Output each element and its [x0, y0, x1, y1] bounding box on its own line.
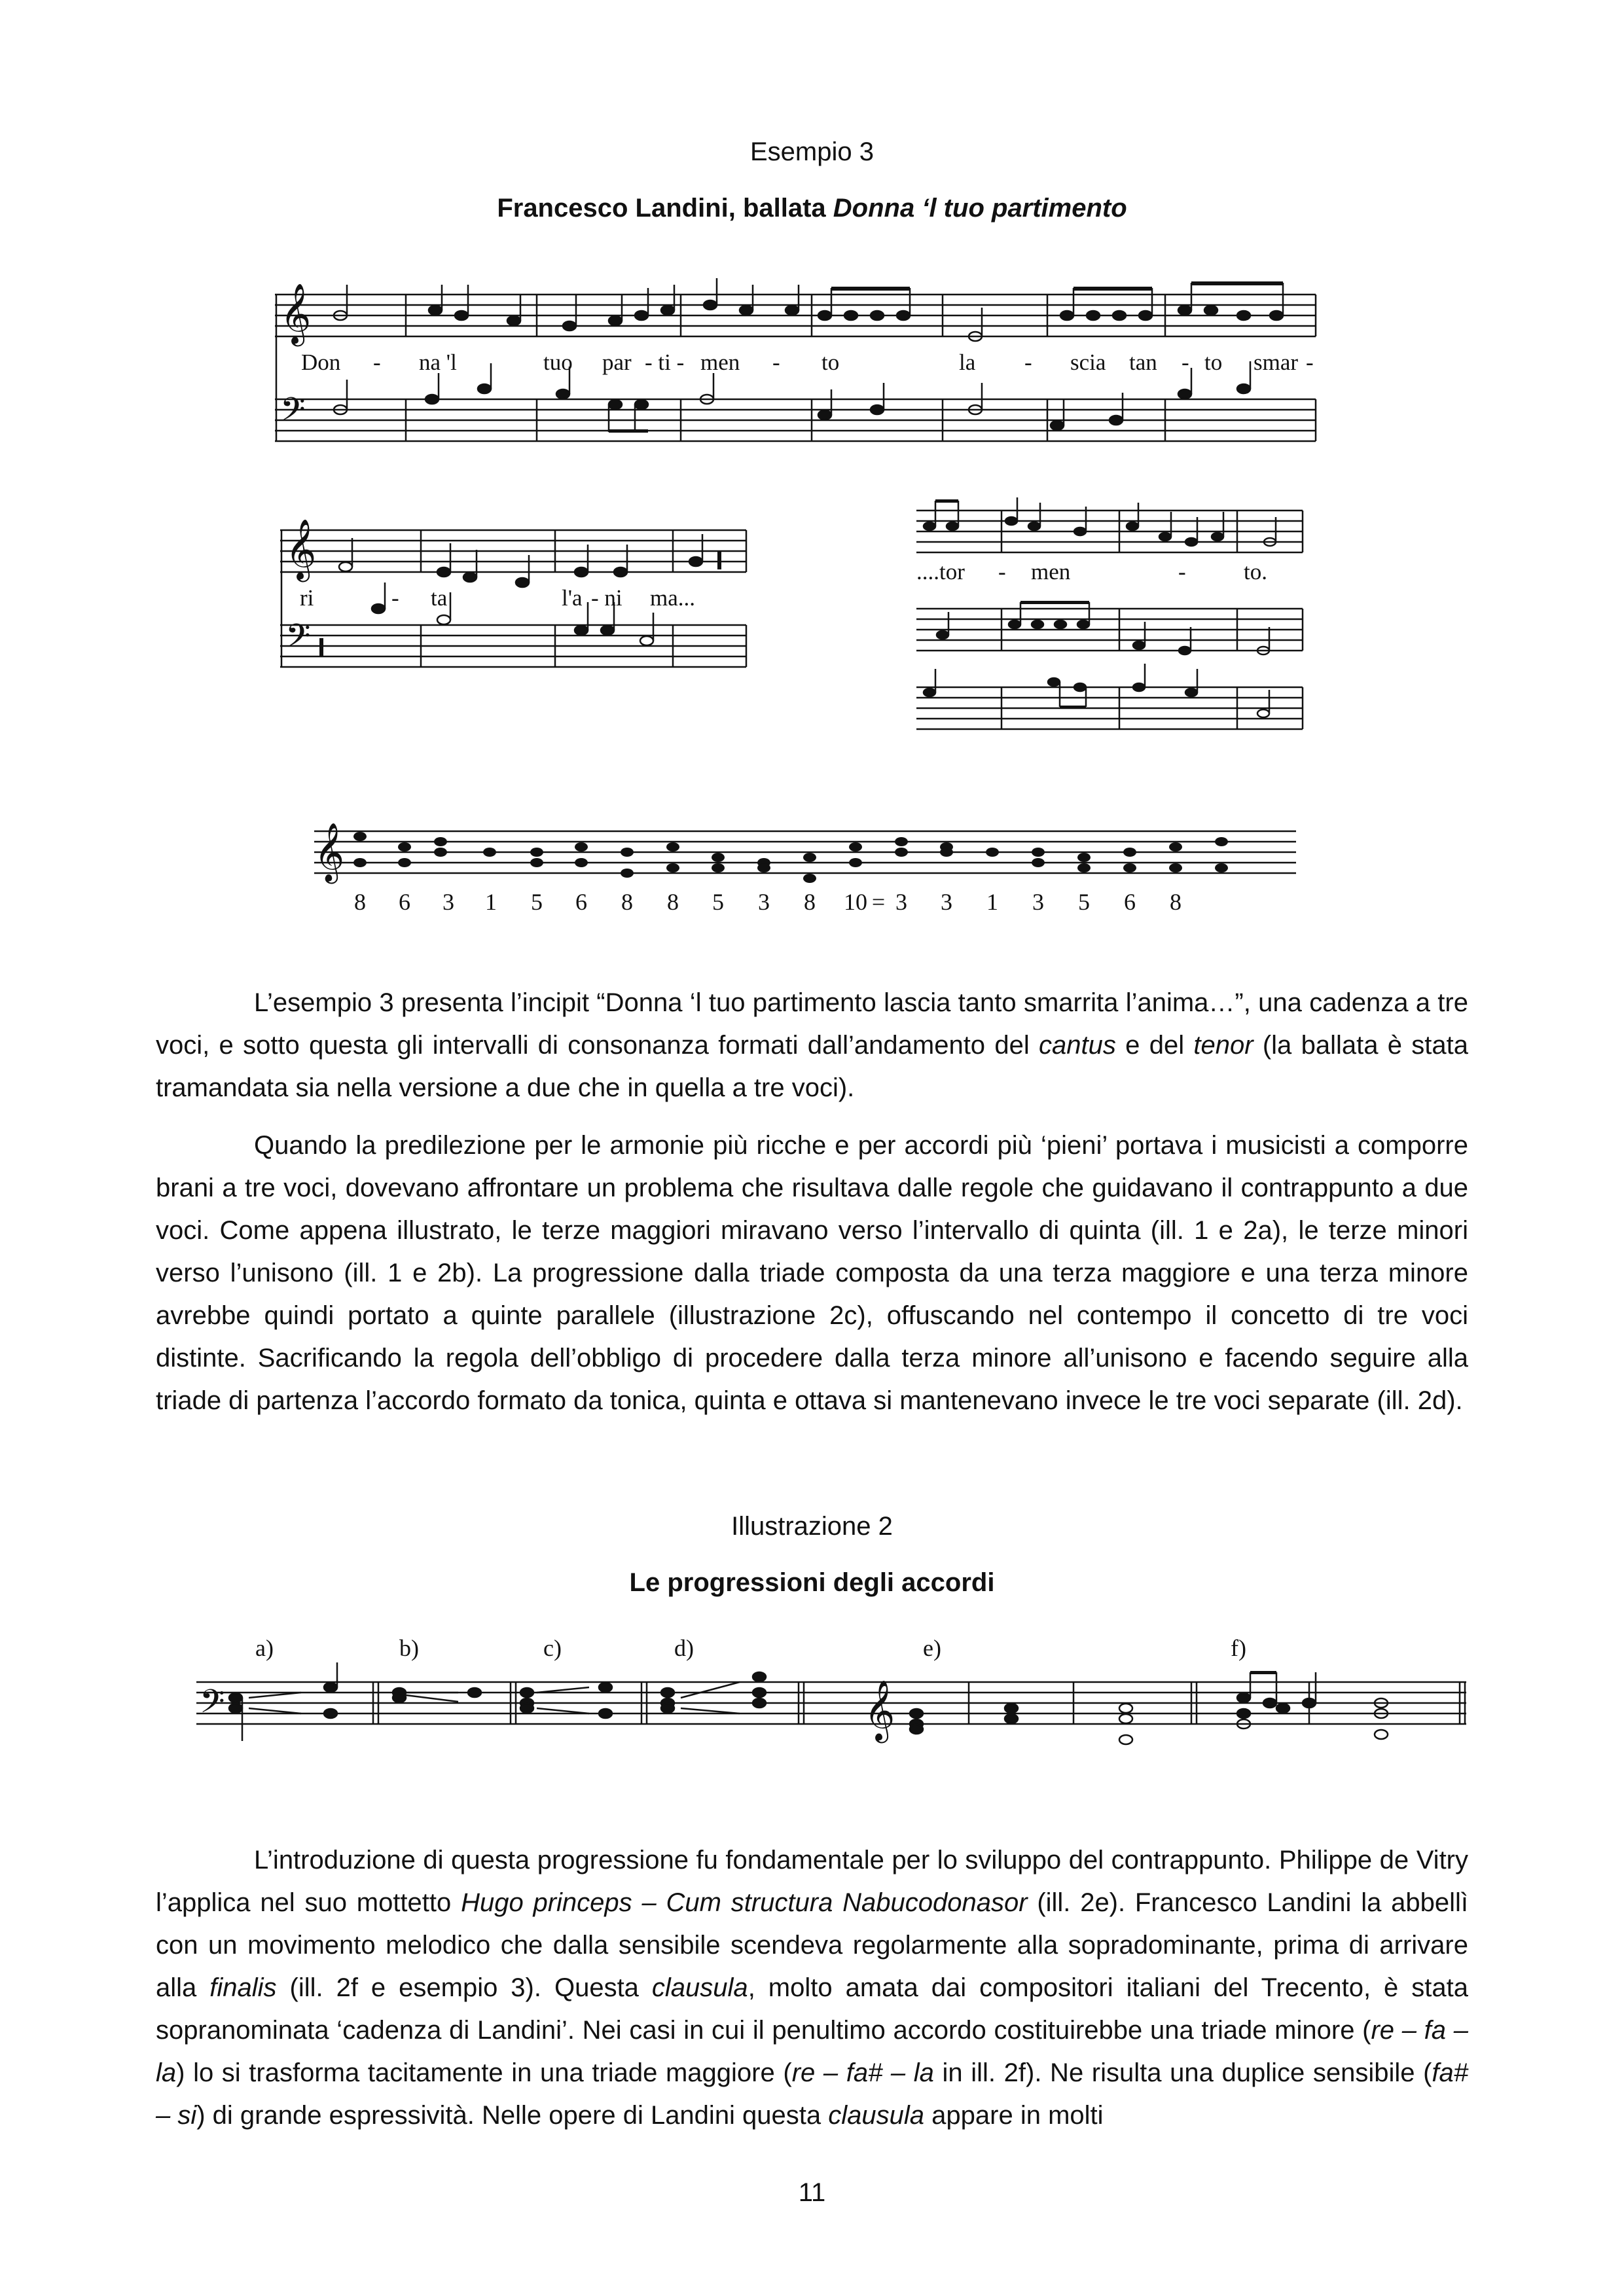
section-label: f)	[1231, 1636, 1246, 1661]
lyric: par	[602, 350, 632, 375]
lyric: -	[391, 585, 399, 611]
text-run-italic: Hugo princeps – Cum structura Nabucodonasor	[461, 1888, 1028, 1917]
text-run-italic: cantus	[1039, 1031, 1116, 1060]
lyric: ma...	[650, 585, 696, 611]
illustration-label: Illustrazione 2	[731, 1512, 893, 1541]
lyric: -	[772, 350, 780, 375]
section-label: b)	[399, 1636, 419, 1661]
lyric: men	[1031, 559, 1071, 584]
score-system-2	[280, 504, 751, 687]
lyric: to	[821, 350, 840, 375]
bass-clef-icon: 𝄢	[285, 617, 311, 663]
bass-clef-icon: 𝄢	[200, 1683, 225, 1729]
interval-number: =	[871, 889, 886, 915]
example-title-prefix: Francesco Landini, ballata	[497, 194, 833, 223]
lyric: na 'l	[419, 350, 457, 375]
section-label: e)	[923, 1636, 941, 1661]
lyric: -	[1306, 350, 1314, 375]
lyric: - ti -	[645, 350, 685, 375]
lyric: -	[1178, 559, 1186, 584]
chord-progressions-score	[196, 1636, 1479, 1787]
text-run: (la ballata è stata tramandata sia nella versione a due che in quella a tre voci).	[156, 1031, 1468, 1102]
text-run: in ill. 2f). Ne risulta una duplice sensibile (	[933, 2058, 1432, 2087]
interval-number: 3	[758, 889, 770, 915]
treble-clef-icon: 𝄞	[285, 518, 317, 579]
paragraph-3	[156, 1839, 1468, 2137]
lyric: scia	[1070, 350, 1106, 375]
interval-number: 8	[804, 889, 816, 915]
section-label: a)	[255, 1636, 274, 1661]
text-run: (ill. 2f e esempio 3). Questa	[276, 1973, 652, 2002]
lyric: to	[1204, 350, 1223, 375]
interval-number: 3	[941, 889, 952, 915]
text-run-italic: fa# – si	[156, 2058, 1469, 2130]
text-run-italic: tenor	[1193, 1031, 1254, 1060]
lyric: -	[1182, 350, 1189, 375]
lyric: - ni	[591, 585, 623, 611]
text-run-italic: re – fa# – la	[791, 2058, 934, 2087]
interval-number: 3	[1032, 889, 1044, 915]
interval-number: 6	[575, 889, 587, 915]
text-run: e del	[1115, 1031, 1194, 1060]
lyric: ri	[300, 585, 314, 611]
text-run-italic: clausula	[651, 1973, 748, 2002]
interval-number: 8	[667, 889, 679, 915]
text-run-italic: re – fa – la	[156, 2016, 1468, 2087]
text-run: (ill. 2e). Francesco Landini la abbellì con un movimento melodico che dalla sensibile scendeva regolarmente alla sopradominante, prima di arrivare alla	[156, 1888, 1469, 2002]
lyric: smar	[1254, 350, 1299, 375]
text-run: ) lo si trasforma tacitamente in una triade maggiore (	[176, 2058, 792, 2087]
interval-number: 10	[844, 889, 867, 915]
interval-reduction	[314, 818, 1309, 929]
text-run-italic: clausula	[828, 2101, 925, 2130]
bass-clef-icon: 𝄢	[280, 391, 306, 437]
text-run: L’esempio 3 presenta l’incipit “Donna ‘l tuo partimento lascia tanto smarrita l’anima…”, una cadenza a tre voci, e sotto questa gli intervalli di consonanza formati dall’andamento del	[156, 988, 1468, 1060]
text-run-italic: finalis	[209, 1973, 277, 2002]
text-run: appare in molti	[924, 2101, 1104, 2130]
lyric: men	[700, 350, 740, 375]
lyric: tuo	[543, 350, 573, 375]
interval-number: 3	[895, 889, 907, 915]
score-system-1	[275, 275, 1322, 458]
illustration-title: Le progressioni degli accordi	[629, 1568, 995, 1597]
treble-clef-icon: 𝄞	[314, 823, 345, 882]
interval-number: 5	[712, 889, 724, 915]
lyric: -	[373, 350, 381, 375]
treble-clef-icon: 𝄞	[280, 283, 312, 344]
lyric: ....tor	[916, 559, 965, 584]
lyric: Don	[301, 350, 341, 375]
example-title-italic: Donna ‘l tuo partimento	[833, 194, 1127, 223]
interval-number: 8	[1170, 889, 1182, 915]
paragraph-1	[156, 982, 1468, 1109]
interval-number: 6	[1124, 889, 1136, 915]
text-run: L’introduzione di questa progressione fu fondamentale per lo sviluppo del contrappunto. Philippe de Vitry l’applica nel suo mottetto	[156, 1846, 1468, 1917]
section-label: d)	[674, 1636, 694, 1661]
paragraph-2: Quando la predilezione per le armonie più ricche e per accordi più ‘pieni’ portava i musicisti a comporre brani a tre voci, dovevano affrontare un problema che risultava dalle regole che guidavano il contrappunto a due voci. Come appena illustrato, le terze maggiori miravano verso l’intervallo di quinta (ill. 1 e 2a), le terze minori verso l’unisono (ill. 1 e 2b). La progressione dalla triade composta da una terza maggiore e una terza minore avrebbe quindi portato a quinte parallele (illustrazione 2c), offuscando nel contempo il concetto di tre voci distinte. Sacrificando la regola dell’obbligo di procedere dalla terza minore all’unisono e facendo seguire alla triade di partenza l’accordo formato da tonica, quinta e ottava si mantenevano invece le tre voci separate (ill. 2d).	[156, 1131, 1468, 1415]
lyric: -	[1024, 350, 1032, 375]
lyric: to.	[1244, 559, 1267, 584]
lyric: l'a	[562, 585, 583, 611]
interval-number: 3	[442, 889, 454, 915]
example-label: Esempio 3	[750, 137, 874, 166]
lyric: la	[959, 350, 976, 375]
section-label: c)	[543, 1636, 562, 1661]
lyric: ta	[431, 585, 448, 611]
interval-number: 1	[986, 889, 998, 915]
text-run: , molto amata dai compositori italiani del Trecento, è stata sopranominata ‘cadenza di Landini’. Nei casi in cui il penultimo accordo costituirebbe una triade minore (	[156, 1973, 1468, 2045]
page-number: 11	[798, 2178, 826, 2207]
lyric: tan	[1129, 350, 1157, 375]
treble-clef-icon: 𝄞	[864, 1679, 895, 1740]
example-title	[0, 194, 1624, 223]
interval-number: 8	[354, 889, 366, 915]
score-system-3	[916, 497, 1309, 740]
interval-number: 1	[485, 889, 497, 915]
interval-number: 6	[399, 889, 410, 915]
text-run: ) di grande espressività. Nelle opere di Landini questa	[196, 2101, 829, 2130]
lyric: -	[998, 559, 1006, 584]
interval-number: 8	[621, 889, 633, 915]
interval-number: 5	[531, 889, 543, 915]
interval-number: 5	[1078, 889, 1090, 915]
